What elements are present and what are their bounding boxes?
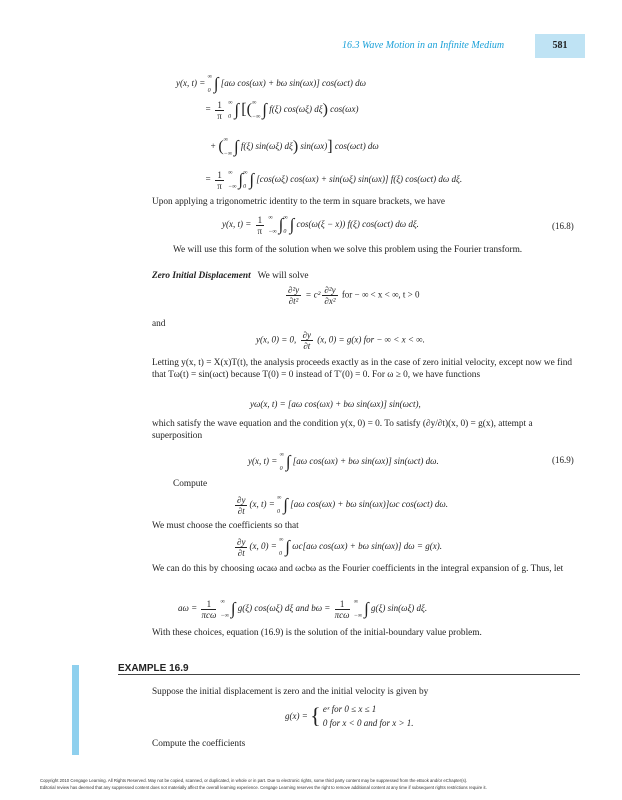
running-head: 16.3 Wave Motion in an Infinite Medium — [342, 40, 505, 51]
example-rule — [118, 674, 580, 675]
eq-y-line2: = $\frac{1}{\pi}$ ∞ 0 ∫ [( ∞ −∞ ∫ f(ξ) cos(ωξ) dξ) cos(ωx) — [205, 99, 359, 121]
example-title: EXAMPLE 16.9 — [118, 663, 189, 674]
g-piecewise: g(x) = { eˣ for 0 ≤ x ≤ 1 0 for x < 0 and for x > 1. — [285, 703, 414, 728]
paragraph-must: We must choose the coefficients so that — [152, 521, 299, 531]
eq-y-line1: y(x, t) = ∞ 0 ∫ [aω cos(ωx) + bω sin(ωx)] cos(ωct) dω — [176, 74, 366, 94]
equation-number-16-9: (16.9) — [552, 455, 574, 465]
derivative-eq: $\frac{\partial y}{\partial t}$ (x, t) = ∞ 0 ∫ [aω cos(ωx) + bω sin(ωx)]ωc cos(ωct) dω. — [237, 494, 448, 516]
paragraph-with-choices: With these choices, equation (16.9) is the solution of the initial-boundary value problem. — [152, 628, 482, 638]
zero-heading: Zero Initial Displacement — [152, 271, 251, 281]
g-case-2: 0 for x < 0 and for x > 1. — [322, 718, 414, 728]
function-y-omega: yω(x, t) = [aω cos(ωx) + bω sin(ωx)] sin(ωct), — [250, 399, 421, 409]
equation-number-16-8: (16.8) — [552, 221, 574, 231]
eq-y-line4: = $\frac{1}{\pi}$ ∞ −∞ ∫ ∞ 0 ∫ [cos(ωξ) cos(ωx) + sin(ωξ) sin(ωx)] f(ξ) cos(ωct) dω dξ. — [205, 169, 463, 191]
g-case-1: eˣ for 0 ≤ x ≤ 1 — [322, 704, 377, 714]
paragraph-which: which satisfy the wave equation and the condition y(x, 0) = 0. To satisfy (∂y/∂t)(x, 0) = g(x), attempt a superposition — [152, 419, 533, 441]
paragraph-can-do: We can do this by choosing ωcaω and ωcbω as the Fourier coefficients in the integral expansion of g. Thus, let — [152, 564, 564, 574]
zero-intro: We will solve — [257, 271, 309, 281]
eq-16-9: y(x, t) = ∞ 0 ∫ [aω cos(ωx) + bω sin(ωx)] sin(ωct) dω. — [248, 452, 439, 472]
eq-16-8: y(x, t) = $\frac{1}{\pi}$ ∞ −∞ ∫ ∞ 0 ∫ cos(ω(ξ − x)) f(ξ) cos(ωct) dω dξ. — [222, 214, 419, 236]
coefficient-condition: $\frac{\partial y}{\partial t}$ (x, 0) = ∞ 0 ∫ ωc[aω cos(ωx) + bω sin(ωx)] dω = g(x). — [237, 536, 442, 558]
compute-word: Compute — [173, 479, 208, 489]
copyright-line-2: Editorial review has deemed that any suppressed content does not materially affect the overall learning experience. Cengage Learning reserves the right to remove additional content at any time if subsequent rights restrictions require it. — [40, 785, 487, 790]
coefficient-formulas: aω = $\frac{1}{\text{πcω}}$ ∞ −∞ ∫ g(ξ) cos(ωξ) dξ and bω = $\frac{1}{\text{πcω}}$ ∞ −∞ ∫ g(ξ) sin(ωξ) dξ. — [178, 598, 428, 620]
copyright-line-1: Copyright 2010 Cengage Learning. All Rights Reserved. May not be copied, scanned, or duplicated, in whole or in part. Due to electronic rights, some third party content may be suppressed from the eBook and/or eChapter(s). — [40, 778, 468, 783]
and-word: and — [152, 319, 166, 329]
initial-conditions: y(x, 0) = 0, $\frac{\partial y}{\partial t}$ (x, 0) = g(x) for − ∞ < x < ∞. — [256, 330, 425, 351]
zero-displacement-line — [152, 270, 309, 282]
example-paragraph: Suppose the initial displacement is zero and the initial velocity is given by — [152, 687, 429, 697]
eq-y-line3: + ( ∞ −∞ ∫ f(ξ) sin(ωξ) dξ) sin(ωx)] cos(ωct) dω — [210, 137, 379, 157]
paragraph-letting: Letting y(x, t) = X(x)T(t), the analysis proceeds exactly as in the case of zero initial velocity, except now we find that Tω(t) = sin(ωct) because T(0) = 0 instead of T′(0) = 0. For ω ≥ 0, we have functions — [152, 358, 573, 380]
paragraph-upon: Upon applying a trigonometric identity to the term in square brackets, we have — [152, 197, 446, 207]
compute-coefficients: Compute the coefficients — [152, 739, 246, 749]
paragraph-we-will: We will use this form of the solution when we solve this problem using the Fourier transform. — [173, 245, 523, 255]
page-number: 581 — [552, 40, 568, 51]
example-accent-bar — [72, 665, 79, 755]
page-number-box — [535, 34, 585, 58]
wave-equation: $\frac{\text{∂²y}}{\text{∂t²}}$ = c² $\frac{\text{∂²y}}{\text{∂x²}}$ for − ∞ < x < ∞, t > 0 — [288, 285, 420, 306]
